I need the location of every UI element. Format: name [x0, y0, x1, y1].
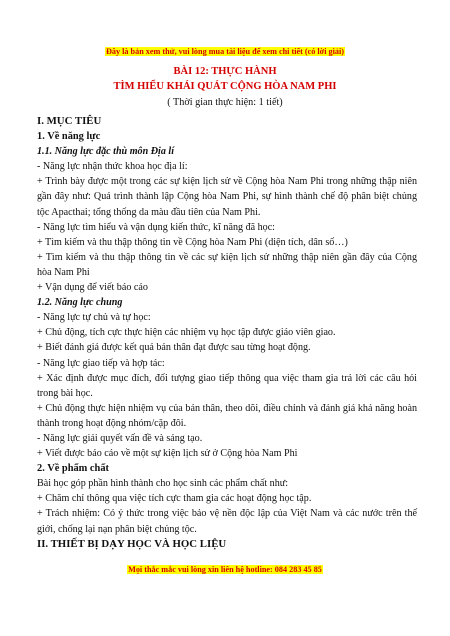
paragraph: - Năng lực tìm hiểu và vận dụng kiến thức, kĩ năng đã học: — [37, 221, 275, 233]
section-heading: II. THIẾT BỊ DẠY HỌC VÀ HỌC LIỆU — [37, 537, 227, 550]
lesson-title: BÀI 12: THỰC HÀNH — [173, 66, 277, 77]
subsection-heading: 1.2. Năng lực chung — [37, 297, 123, 309]
paragraph: - Năng lực giao tiếp và hợp tác: — [37, 357, 165, 369]
paragraph: + Xác định được mục đích, đối tượng giao tiếp thông qua việc tham gia trả lời các câu hỏi trong bài học. — [37, 372, 417, 399]
document-body — [37, 114, 417, 552]
paragraph: - Năng lực tự chủ và tự học: — [37, 312, 151, 324]
paragraph: + Biết đánh giá được kết quả bản thân đạt được sau từng hoạt động. — [37, 342, 311, 354]
hotline-banner — [0, 565, 450, 574]
lesson-subtitle-title: TÌM HIỂU KHÁI QUÁT CỘNG HÒA NAM PHI — [113, 81, 337, 92]
section-heading: I. MỤC TIÊU — [37, 115, 102, 127]
preview-notice-banner — [0, 47, 450, 56]
paragraph: + Trách nhiệm: Có ý thức trong việc bảo vệ nền độc lập của Việt Nam và các nước trên thế giới, chống lại nạn phân biệt chủng tộc. — [37, 508, 417, 535]
paragraph: + Chủ động, tích cực thực hiện các nhiệm vụ học tập được giáo viên giao. — [37, 327, 336, 339]
preview-notice-text: Đây là bản xem thử, vui lòng mua tài liệu để xem chi tiết (có lời giải) — [105, 47, 344, 56]
lesson-duration: ( Thời gian thực hiện: 1 tiết) — [167, 97, 283, 108]
paragraph: - Năng lực giải quyết vấn đề và sáng tạo. — [37, 432, 203, 444]
subsection-heading: 1. Về năng lực — [37, 131, 101, 143]
paragraph: - Năng lực nhận thức khoa học địa lí: — [37, 161, 188, 173]
paragraph: + Viết được báo cáo về một sự kiện lịch sử ở Cộng hòa Nam Phi — [37, 448, 298, 460]
paragraph: + Vận dụng để viết báo cáo — [37, 282, 148, 294]
paragraph: + Tìm kiếm và thu thập thông tin về Cộng hòa Nam Phi (diện tích, dân số…) — [37, 236, 348, 248]
paragraph: Bài học góp phần hình thành cho học sinh các phẩm chất như: — [37, 478, 289, 490]
paragraph: + Trình bày được một trong các sự kiện lịch sử về Cộng hòa Nam Phi trong những thập niên gần đây như: Quá trình thành lập Cộng hòa Nam Phi, sự hình thành chế độ phân biệt chủng tộc Apacthai; tổng thống da màu đầu tiên của Nam Phi. — [37, 176, 417, 218]
hotline-text: Mọi thắc mắc vui lòng xin liên hệ hotline: 084 283 45 85 — [128, 565, 322, 574]
subsection-heading: 1.1. Năng lực đặc thù môn Địa lí — [37, 146, 174, 158]
subsection-heading: 2. Về phẩm chất — [37, 463, 109, 475]
paragraph: + Chủ động thực hiện nhiệm vụ của bản thân, theo dõi, điều chỉnh và đánh giá khả năng hoàn thành trong hoạt động nhóm/cặp đôi. — [37, 402, 417, 429]
paragraph: + Tìm kiếm và thu thập thông tin về các sự kiện lịch sử những thập niên gần đây của Cộng hòa Nam Phi — [37, 251, 417, 278]
paragraph: + Chăm chỉ thông qua việc tích cực tham gia các hoạt động học tập. — [37, 493, 312, 505]
